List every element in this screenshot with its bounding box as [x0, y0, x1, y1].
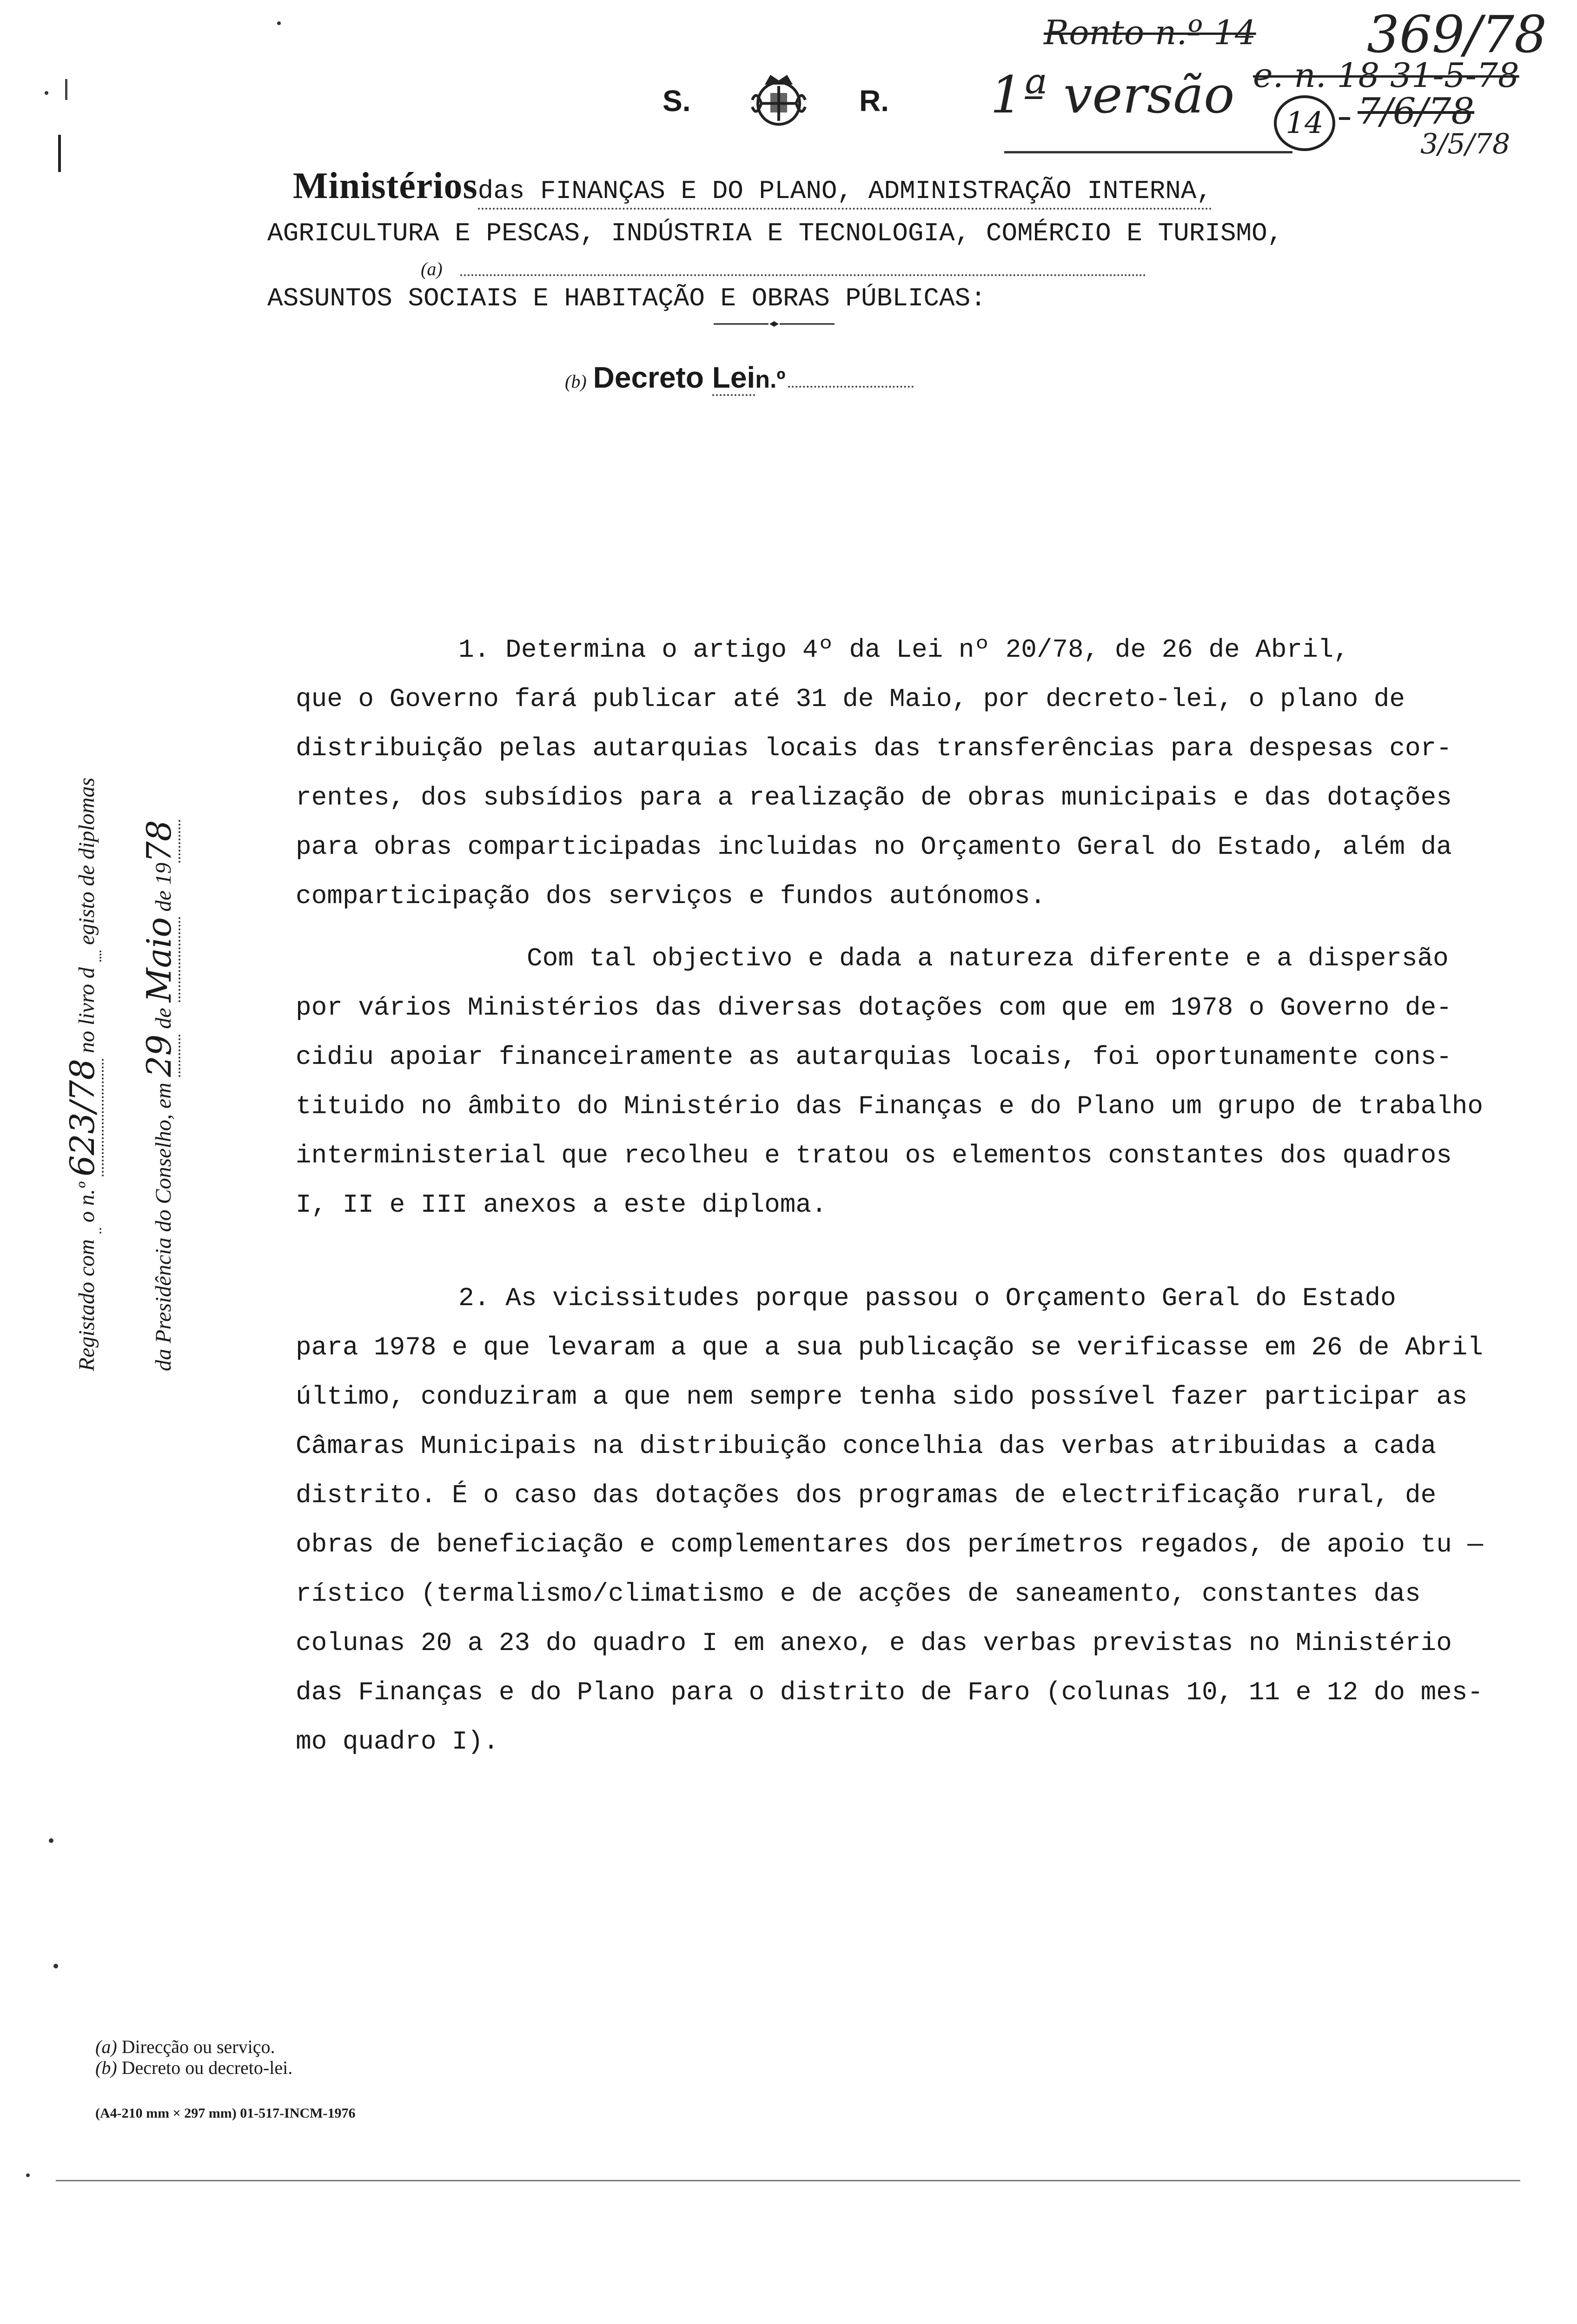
paragraph-3-line: obras de beneficiação e complementares dos perímetros regados, de apoio tu — — [296, 1530, 1484, 1559]
handwritten-version: 1ª versão — [990, 65, 1235, 125]
ministry-word: Ministérios — [293, 165, 478, 206]
paragraph-2-line: tituido no âmbito do Ministério das Finanças e do Plano um grupo de trabalho — [296, 1091, 1484, 1121]
decreto-number-label: n.º — [755, 366, 786, 393]
paragraph-2-line: I, II e III anexos a este diploma. — [296, 1190, 827, 1220]
paragraph-2-line: Com tal objectivo e dada a natureza diferente e a dispersão — [527, 944, 1449, 973]
footnote-a: (a) Direcção ou serviço. — [95, 2036, 275, 2057]
section-number-1: 1. — [458, 635, 490, 665]
print-info: (A4-210 mm × 297 mm) 01-517-INCM-1976 — [95, 2106, 356, 2121]
registration-number-handwritten: 623/78 — [63, 1059, 104, 1176]
paragraph-3-line: Câmaras Municipais na distribuição concelhia das verbas atribuidas a cada — [296, 1431, 1437, 1461]
header-r: R. — [859, 84, 889, 118]
header-s: S. — [663, 84, 691, 118]
paragraph-3-line: mo quadro I). — [296, 1727, 499, 1756]
handwritten-ronto: Ronto n.º 14 — [1044, 13, 1256, 52]
paragraph-1-line: que o Governo fará publicar até 31 de Maio, por decreto-lei, o plano de — [296, 684, 1405, 714]
ministry-names-line-2: AGRICULTURA E PESCAS, INDÚSTRIA E TECNOLOGIA, COMÉRCIO E TURISMO, — [267, 218, 1283, 248]
decreto-label: Decreto — [593, 361, 704, 394]
section-number-2: 2. — [458, 1283, 490, 1313]
paragraph-2-line: por vários Ministérios das diversas dotações com que em 1978 o Governo de- — [296, 993, 1452, 1023]
handwritten-date: 3/5/78 — [1420, 128, 1511, 160]
paragraph-3-line: das Finanças e do Plano para o distrito de Faro (colunas 10, 11 e 12 do mes- — [296, 1677, 1484, 1707]
footnote-marker-a: (a) — [421, 258, 443, 279]
handwritten-circled-number: 14 — [1274, 95, 1335, 151]
paragraph-3-line: 2. As vicissitudes porque passou o Orçamento Geral do Estado — [458, 1283, 1396, 1313]
paragraph-1-line: 1. Determina o artigo 4º da Lei nº 20/78, de 26 de Abril, — [458, 635, 1349, 665]
registration-year-handwritten: 78 — [139, 820, 180, 863]
paragraph-3-line: rístico (termalismo/climatismo e de acções de saneamento, constantes das — [296, 1579, 1421, 1609]
paragraph-3-line: colunas 20 a 23 do quadro I em anexo, e das verbas previstas no Ministério — [296, 1628, 1452, 1658]
decreto-lei-handwritten: Lei — [712, 361, 755, 396]
registration-day-handwritten: 29 — [139, 1035, 180, 1077]
handwritten-struck-date: 7/6/78 — [1358, 91, 1475, 132]
footnote-marker-b: (b) — [565, 371, 587, 392]
paragraph-1-line: para obras comparticipadas incluidas no Orçamento Geral do Estado, além da — [296, 832, 1452, 862]
footnote-b: (b) Decreto ou decreto-lei. — [95, 2057, 293, 2078]
registration-month-handwritten: Maio — [139, 917, 180, 1002]
paragraph-1-line: rentes, dos subsídios para a realização de obras municipais e das dotações — [296, 783, 1452, 812]
paragraph-1-line: distribuição pelas autarquias locais das transferências para despesas cor- — [296, 733, 1452, 763]
handwritten-struck-note: e. n. 18 31-5-78 — [1253, 56, 1519, 95]
paragraph-3-line: para 1978 e que levaram a que a sua publicação se verificasse em 26 de Abril — [296, 1333, 1484, 1362]
paragraph-3-line: distrito. É o caso das dotações dos programas de electrificação rural, de — [296, 1480, 1437, 1510]
paragraph-2-line: interministerial que recolheu e tratou os elementos constantes dos quadros — [296, 1141, 1452, 1170]
registration-stamp-line-1: Registado com o n.º 623/78 no livro d egisto de diplomas — [63, 778, 104, 1371]
paragraph-1-line: comparticipação dos serviços e fundos autónomos. — [296, 881, 1046, 911]
paragraph-2-line: cidiu apoiar financeiramente as autarquias locais, foi oportunamente cons- — [296, 1042, 1452, 1072]
handwritten-ref-number: 369/78 — [1367, 5, 1547, 64]
ministry-names-line-3: ASSUNTOS SOCIAIS E HABITAÇÃO E OBRAS PÚBLICAS: — [267, 284, 986, 313]
ministry-names: das FINANÇAS E DO PLANO, ADMINISTRAÇÃO INTERNA, — [478, 176, 1212, 210]
paragraph-3-line: último, conduziram a que nem sempre tenha sido possível fazer participar as — [296, 1382, 1468, 1412]
registration-stamp-line-2: da Presidência do Conselho, em 29 de Maio de 1978 — [139, 820, 180, 1371]
